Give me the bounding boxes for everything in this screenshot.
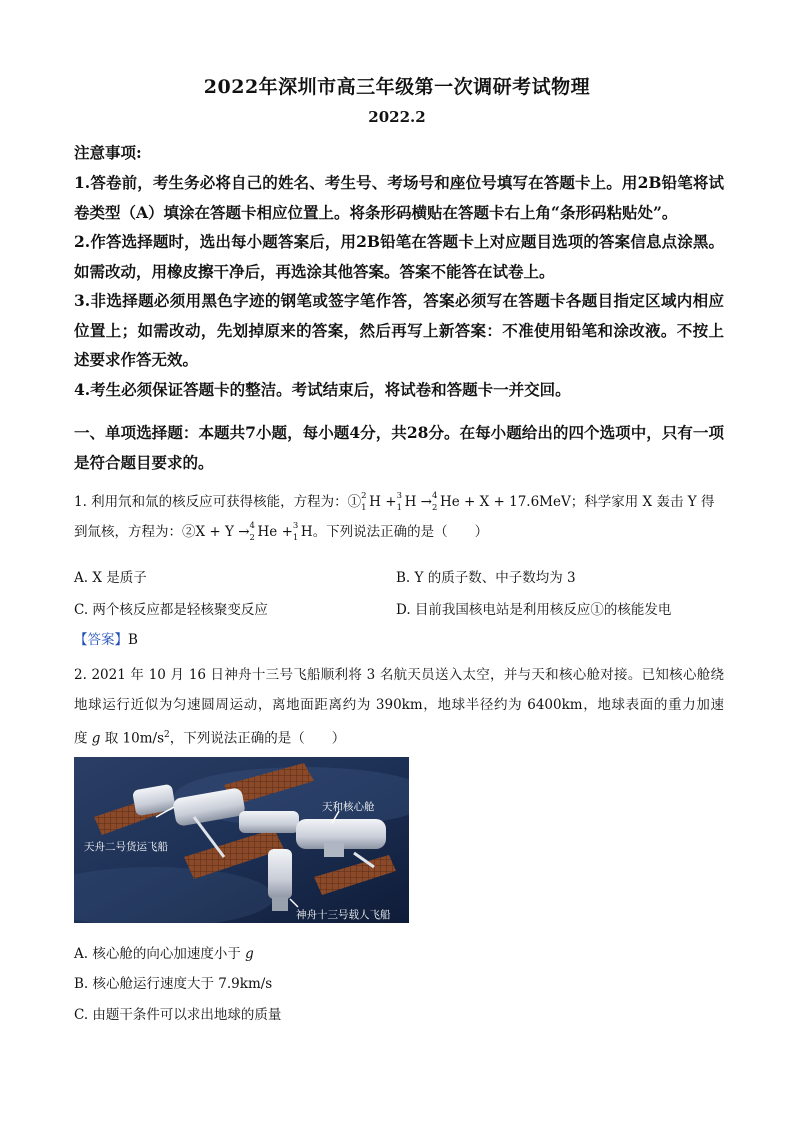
- q2-option-b: B. 核心舱运行速度大于 7.9km/s: [74, 976, 273, 992]
- section-heading: 一、单项选择题：本题共7小题，每小题4分，共28分。在每小题给出的四个选项中，只有一项是符合题目要求的。: [74, 423, 724, 472]
- q1-option-d: D. 目前我国核电站是利用核反应①的核能发电: [396, 602, 672, 618]
- q2-symbol-g: g: [91, 730, 101, 747]
- q2-option-c: C. 由题干条件可以求出地球的质量: [74, 1007, 282, 1023]
- notice-item-4: 4.考生必须保证答题卡的整洁。考试结束后，将试卷和答题卡一并交回。: [74, 379, 571, 399]
- answer-tag: 【答案】: [74, 632, 128, 648]
- q2-text-b: 取 10m/s: [104, 730, 164, 747]
- q1-text-prefix: 1. 利用氘和氚的核反应可获得核能，方程为：①: [74, 494, 362, 510]
- q1-line2-suffix: 。下列说法正确的是（ ）: [312, 524, 489, 540]
- q1-option-c: C. 两个核反应都是轻核聚变反应: [74, 602, 268, 618]
- q2-text-a: 2. 2021 年 10 月 16 日神舟十三号飞船顺利将 3 名航天员送入太空，并与天和核心舱对接。已知核心舱绕地球运行近似为匀速圆周运动，离地面距离约为 390km，地球半径约为 6400km，地球表面的重力加速度: [74, 667, 724, 747]
- exam-date: 2022.2: [368, 108, 426, 126]
- q1-line2-prefix: 到氚核，方程为：②: [74, 524, 196, 540]
- notice-item-3: 3.非选择题必须用黑色字迹的钢笔或签字笔作答，答案必须写在答题卡各题目指定区域内相应位置上；如需改动，先划掉原来的答案，然后再写上新答案：不准使用铅笔和涂改液。不按上述要求作答无效。: [74, 291, 724, 369]
- q1-energy: 17.6MeV: [509, 494, 571, 510]
- q2-superscript: 2: [164, 730, 170, 740]
- label-shenzhou: 神舟十三号载人飞船: [296, 909, 391, 921]
- q2-option-a-text: A. 核心舱的向心加速度小于: [74, 946, 241, 962]
- question-1: [74, 487, 724, 547]
- question-1-line-2: 到氚核，方程为：②X + Y → 4 2 He + 3 1 H。下列说法正确的是（ ）: [74, 521, 489, 543]
- q2-option-a: [74, 942, 254, 962]
- nuclide-deuterium: 2 1: [361, 491, 367, 513]
- q1-option-b: B. Y 的质子数、中子数均为 3: [396, 570, 576, 586]
- q1-answer: [74, 628, 138, 648]
- notice-item-2: 2.作答选择题时，选出每小题答案后，用2B铅笔在答题卡上对应题目选项的答案信息点涂黑。如需改动，用橡皮擦干净后，再选涂其他答案。答案不能答在试卷上。: [74, 232, 724, 281]
- q1-option-a: A. X 是质子: [74, 570, 147, 586]
- space-station-image: [74, 757, 409, 923]
- notice-item-1: 1.答卷前，考生务必将自己的姓名、考生号、考场号和座位号填写在答题卡上。用2B铅笔将试卷类型（A）填涂在答题卡相应位置上。将条形码横贴在答题卡右上角“条形码粘贴处”。: [74, 173, 724, 222]
- question-2: [74, 660, 724, 754]
- page-title: 2022年深圳市高三年级第一次调研考试物理: [203, 76, 591, 98]
- q1-text-suffix: ；科学家用 X 轰击 Y 得: [570, 494, 715, 510]
- answer-value: B: [128, 632, 138, 648]
- notice-heading: 注意事项:: [74, 143, 142, 162]
- label-tianzhou: 天舟二号货运飞船: [84, 841, 168, 853]
- q2-option-a-symbol: g: [245, 946, 254, 962]
- notice-list: [74, 168, 724, 404]
- label-tianhe: 天和核心舱: [322, 801, 375, 813]
- question-1-line-1: 1. 利用氘和氚的核反应可获得核能，方程为：① 2 1 H + 3 1 H → 4 2 He + X + 17.6MeV；科学家用 X 轰击 Y 得: [74, 491, 715, 513]
- q2-text-c: ，下列说法正确的是（ ）: [169, 730, 346, 747]
- question-2-text: [74, 660, 724, 754]
